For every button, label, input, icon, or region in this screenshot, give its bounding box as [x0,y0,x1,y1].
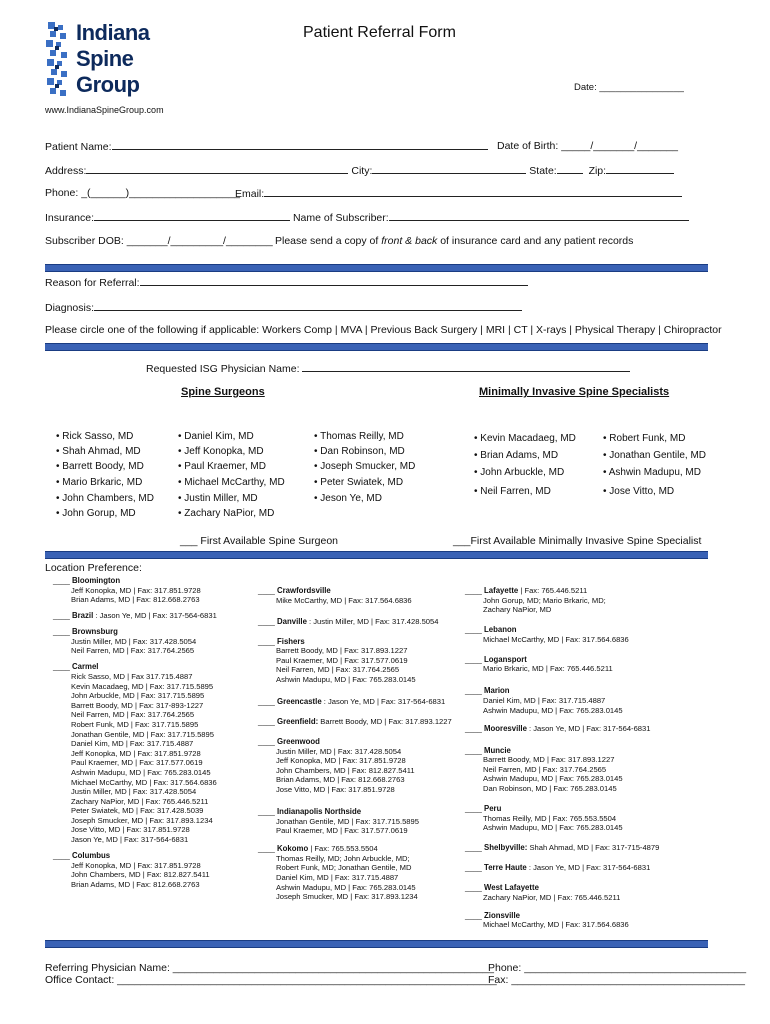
location-name: Zionsville [484,910,520,920]
physician-col1-item[interactable]: • John Chambers, MD [56,493,154,504]
insurance-field[interactable] [45,211,689,224]
location-carmel[interactable] [53,662,217,844]
location-physician-line: Brian Adams, MD | Fax: 812.668.2763 [276,775,405,785]
location-peru[interactable] [465,804,623,833]
date-field[interactable]: Date: ________________ [574,82,684,93]
location-physician-line: Neil Farren, MD | Fax: 317.764.2565 [276,665,400,675]
location-physician-line: Zachary NaPior, MD | Fax: 765.446.5211 [71,796,209,806]
location-physician-line: Jeff Konopka, MD | Fax: 317.851.9728 [71,860,201,870]
physician-col1-item[interactable]: • John Gorup, MD [56,508,136,519]
location-checkbox-line[interactable]: ____ [258,697,278,706]
location-physician-line: Jeff Konopka, MD | Fax: 317.851.9728 [276,756,406,766]
physician-col5-item[interactable]: • Jonathan Gentile, MD [603,450,706,461]
location-name: Logansport [484,654,527,664]
location-title [53,576,201,586]
physician-col2-item[interactable]: • Jeff Konopka, MD [178,446,264,457]
patient-name-field[interactable] [45,140,488,153]
location-physician-line: Zachary NaPior, MD [483,605,552,615]
location-physician-line: Neil Farren, MD | Fax: 317.764.2565 [71,710,195,720]
location-physician-line: Jonathan Gentile, MD | Fax: 317.715.5895 [71,729,214,739]
physician-col1-item[interactable]: • Rick Sasso, MD [56,431,134,442]
diagnosis-field[interactable] [45,301,522,314]
location-physician-line: Paul Kraemer, MD | Fax: 317.577.0619 [276,826,408,836]
physician-col4-item[interactable]: • Neil Farren, MD [474,486,551,497]
location-physician-line: Justin Miller, MD | Fax: 317.428.5054 [276,746,402,756]
physician-col2-item[interactable]: • Paul Kraemer, MD [178,461,266,472]
physician-col4-item[interactable]: • Kevin Macadaeg, MD [474,433,576,444]
location-lafayette[interactable] [465,586,606,615]
location-physician-line: Jeff Konopka, MD | Fax: 317.851.9728 [71,585,201,595]
location-name: Shelbyville: [484,843,528,853]
location-physician-line: Brian Adams, MD | Fax: 812.668.2763 [71,879,200,889]
location-checkbox-line[interactable]: ____ [53,851,73,861]
location-inline-info: Shah Ahmad, MD | Fax: 317-715-4879 [527,843,660,853]
physician-col5-item[interactable]: • Jose Vitto, MD [603,486,675,497]
physician-col2-item[interactable]: • Michael McCarthy, MD [178,477,285,488]
location-title [465,863,650,873]
location-inline-info: | Fax: 765.553.5504 [308,844,378,854]
page-title: Patient Referral Form [303,24,456,41]
location-title [465,911,629,921]
location-physician-line: Jose Vitto, MD | Fax: 317.851.9728 [71,825,190,835]
location-inline-info: | Fax: 765.446.5211 [518,586,588,595]
location-title [53,851,210,861]
location-physician-line: John Gorup, MD; Mario Brkaric, MD; [483,595,606,605]
location-zionsville[interactable] [465,911,629,930]
subscriber-label: Name of Subscriber: [292,212,389,224]
location-mooresville[interactable] [465,724,650,734]
location-lebanon[interactable] [465,625,629,644]
location-checkbox-line[interactable]: ____ [465,863,485,873]
location-title [465,843,659,853]
location-physician-line: Mike McCarthy, MD | Fax: 317.564.6836 [276,595,412,605]
physician-col5-item[interactable]: • Robert Funk, MD [603,433,686,444]
logo-line-1: Indiana [76,20,150,45]
location-title [465,724,650,734]
location-physician-line: Zachary NaPior, MD | Fax: 765.446.5211 [483,892,621,902]
location-physician-line: Ashwin Madupu, MD | Fax: 765.283.0145 [71,767,211,777]
location-checkbox-line[interactable]: ____ [465,723,485,733]
location-physician-line: Brian Adams, MD | Fax: 812.668.2763 [71,595,200,605]
location-name: Muncie [484,745,511,755]
location-checkbox-line[interactable]: ____ [258,717,278,726]
location-physician-line: Rick Sasso, MD | Fax 317.715.4887 [71,671,193,681]
location-checkbox-line[interactable]: ____ [258,737,278,746]
location-physician-line: John Chambers, MD | Fax: 812.827.5411 [71,870,210,880]
location-title [465,686,623,696]
insurance-note [275,235,633,247]
location-checkbox-line[interactable]: ____ [53,611,73,621]
location-inline-info: : Justin Miller, MD | Fax: 317.428.5054 [306,616,439,626]
mis-heading: Minimally Invasive Spine Specialists [479,386,670,398]
location-title [53,611,217,621]
logo-line-3: Group [76,72,140,97]
location-checkbox-line[interactable]: ____ [465,843,485,853]
location-name: Peru [484,804,502,813]
physician-col3-item[interactable]: • Peter Swiatek, MD [314,477,404,488]
location-physician-line: Ashwin Madupu, MD | Fax: 765.283.0145 [483,705,623,715]
note-italic: front & back [381,235,438,247]
location-physician-line: Daniel Kim, MD | Fax: 317.715.4887 [276,872,399,882]
location-checkbox-line[interactable]: ____ [258,586,278,595]
location-name: Fishers [277,636,305,646]
location-columbus[interactable] [53,851,210,889]
location-brownsburg[interactable] [53,627,196,656]
email-label: Email: [235,188,265,200]
address-label: Address: [45,165,87,177]
location-physician-line: Neil Farren, MD | Fax: 317.764.2565 [71,646,195,656]
location-name: Brazil [72,611,94,621]
location-physician-line: Jose Vitto, MD | Fax: 317.851.9728 [276,784,395,794]
location-physician-line: Peter Swiatek, MD | Fax: 317.428.5039 [71,806,204,816]
physician-col2-item[interactable]: • Justin Miller, MD [178,493,258,504]
location-physician-line: Thomas Reilly, MD; John Arbuckle, MD; [276,853,410,863]
location-name: Lafayette [484,586,519,595]
email-field[interactable] [235,187,682,200]
divider-bar-4 [45,940,708,948]
patient-name-label: Patient Name: [45,141,112,153]
divider-bar-1 [45,264,708,272]
location-title [258,737,415,747]
location-name: Bloomington [72,576,121,585]
location-kokomo[interactable] [258,844,418,902]
physician-col2-item[interactable]: • Daniel Kim, MD [178,431,254,442]
location-physician-line: Dan Robinson, MD | Fax: 765.283.0145 [483,783,617,793]
divider-bar-2 [45,343,708,351]
location-checkbox-line[interactable]: ____ [465,745,485,755]
location-muncie[interactable] [465,746,623,794]
physician-col1-item[interactable]: • Barrett Boody, MD [56,461,144,472]
location-crawfordsville[interactable] [258,586,412,605]
location-fishers[interactable] [258,637,416,685]
location-inline-info: : Jason Ye, MD | Fax: 317-564-6831 [526,723,651,733]
location-title [53,662,217,672]
location-terre-haute[interactable] [465,863,650,873]
zip-label: Zip: [588,165,607,177]
location-physician-line: Ashwin Madupu, MD | Fax: 765.283.0145 [483,774,623,784]
location-title [465,804,623,814]
location-greenfield[interactable] [258,717,452,727]
location-physician-line: Jason Ye, MD | Fax: 317-564-6831 [71,835,189,845]
location-title [465,625,629,635]
location-name: Greencastle [277,697,322,706]
location-title [258,586,412,596]
location-name: Indianapolis Northside [277,807,362,816]
requested-physician-field[interactable] [146,362,630,375]
location-checkbox-line[interactable]: ____ [465,654,485,664]
location-name: Columbus [72,851,111,861]
location-name: Kokomo [277,844,309,854]
location-checkbox-line[interactable]: ____ [465,804,485,813]
address-field[interactable] [45,164,674,177]
diagnosis-label: Diagnosis: [45,302,95,314]
website-link[interactable]: www.IndianaSpineGroup.com [45,105,164,115]
state-label: State: [529,165,557,177]
location-title [465,883,620,893]
location-name: Lebanon [484,625,517,635]
insurance-label: Insurance: [45,212,95,224]
location-checkbox-line[interactable]: ____ [465,625,485,635]
physician-col1-item[interactable]: • Mario Brkaric, MD [56,477,143,488]
location-physician-line: Michael McCarthy, MD | Fax: 317.564.6836 [483,920,629,930]
location-name: Terre Haute [484,863,527,873]
location-physician-line: Daniel Kim, MD | Fax: 317.715.4887 [483,695,606,705]
physician-col3-item[interactable]: • Joseph Smucker, MD [314,461,416,472]
location-physician-line: Robert Funk, MD | Fax: 317.715.5895 [71,719,199,729]
requested-label: Requested ISG Physician Name: [146,363,300,375]
physician-col5-item[interactable]: • Ashwin Madupu, MD [603,467,701,478]
location-physician-line: Ashwin Madupu, MD | Fax: 765.283.0145 [276,882,416,892]
reason-field[interactable] [45,276,528,289]
location-name: Danville [277,616,307,626]
location-physician-line: John Arbuckle, MD | Fax: 317.715.5895 [71,691,205,701]
location-title [258,697,445,707]
location-inline-info: : Jason Ye, MD | Fax: 317-564-6831 [526,863,651,873]
location-physician-line: Daniel Kim, MD | Fax: 317.715.4887 [71,739,194,749]
location-physician-line: Paul Kraemer, MD | Fax: 317.577.0619 [276,655,408,665]
phone-field[interactable]: Phone: _(______)___________________ [45,187,241,199]
location-greenwood[interactable] [258,737,415,795]
location-physician-line: Barrett Boody, MD | Fax: 317-893-1227 [71,700,204,710]
location-west-lafayette[interactable] [465,883,620,902]
office-contact-field[interactable]: Office Contact: _________________________________________________________________ [45,974,497,986]
location-physician-line: Justin Miller, MD | Fax: 317.428.5054 [71,636,197,646]
location-logansport[interactable] [465,655,613,674]
location-name: Marion [484,686,510,696]
first-available-mis[interactable]: ___First Available Minimally Invasive Spine Specialist [453,535,702,547]
physician-col4-item[interactable]: • John Arbuckle, MD [474,467,565,478]
location-preference-label: Location Preference: [45,562,142,574]
location-physician-line: Joseph Smucker, MD | Fax: 317.893.1234 [276,892,418,902]
physician-col3-item[interactable]: • Jeson Ye, MD [314,493,382,504]
first-available-surgeon[interactable]: ___ First Available Spine Surgeon [180,535,338,547]
location-name: Mooresville [484,723,527,733]
location-checkbox-line[interactable]: ____ [465,883,485,893]
location-physician-line: Paul Kraemer, MD | Fax: 317.577.0619 [71,758,203,768]
location-physician-line: Michael McCarthy, MD | Fax: 317.564.6836 [71,777,217,787]
referring-physician-field[interactable]: Referring Physician Name: _______________________________________________________ [45,962,494,974]
location-inline-info: : Jason Ye, MD | Fax: 317-564-6831 [321,697,446,706]
footer-phone-field[interactable]: Phone: ______________________________________ [488,962,747,974]
location-physician-line: Jeff Konopka, MD | Fax: 317.851.9728 [71,748,201,758]
location-physician-line: Barrett Boody, MD | Fax: 317.893.1227 [276,646,408,656]
location-greencastle[interactable] [258,697,445,707]
location-title [258,617,438,627]
spine-surgeons-heading: Spine Surgeons [181,386,265,398]
location-title [465,586,606,596]
location-name: Greenwood [277,737,320,746]
note-prefix: Please send a copy of [275,235,382,247]
location-title [258,637,416,647]
location-physician-line: Michael McCarthy, MD | Fax: 317.564.6836 [483,634,629,644]
location-name: Greenfield: [277,717,319,726]
location-checkbox-line[interactable]: ____ [258,807,278,816]
location-physician-line: Thomas Reilly, MD | Fax: 765.553.5504 [483,813,617,823]
location-name: Crawfordsville [277,586,331,595]
circle-options[interactable]: Please circle one of the following if applicable: Workers Comp | MVA | Previous Back Surgery | MRI | CT | X-rays | Physical Therapy | Chiropractor [45,324,722,336]
location-checkbox-line[interactable]: ____ [53,627,73,637]
location-physician-line: Mario Brkaric, MD | Fax: 765.446.5211 [483,664,613,674]
location-name: Carmel [72,662,99,672]
location-physician-line: Robert Funk, MD; Jonathan Gentile, MD [276,863,412,873]
location-physician-line: Barrett Boody, MD | Fax: 317.893.1227 [483,755,615,765]
location-physician-line: Justin Miller, MD | Fax: 317.428.5054 [71,787,197,797]
physician-col4-item[interactable]: • Brian Adams, MD [474,450,559,461]
location-name: West Lafayette [484,883,539,893]
logo-line-2: Spine [76,46,134,71]
location-marion[interactable] [465,686,623,715]
location-title [53,627,196,637]
location-physician-line: John Chambers, MD | Fax: 812.827.5411 [276,765,415,775]
location-inline-info: Barrett Boody, MD | Fax: 317.893.1227 [318,717,452,726]
subscriber-dob-field[interactable]: Subscriber DOB: _______/_________/________ [45,235,273,247]
footer-fax-field[interactable]: Fax: ________________________________________ [488,974,745,986]
location-title [258,844,418,854]
location-physician-line: Jonathan Gentile, MD | Fax: 317.715.5895 [276,816,419,826]
location-title [258,807,419,817]
location-title [465,655,613,665]
location-physician-line: Ashwin Madupu, MD | Fax: 765.283.0145 [276,674,416,684]
location-checkbox-line[interactable]: ____ [465,586,485,595]
location-inline-info: : Jason Ye, MD | Fax: 317-564-6831 [93,611,217,621]
physician-col3-item[interactable]: • Dan Robinson, MD [314,446,405,457]
location-brazil[interactable] [53,611,217,621]
location-checkbox-line[interactable]: ____ [465,686,485,696]
location-checkbox-line[interactable]: ____ [258,844,278,854]
logo-spine-icon [46,22,72,98]
location-checkbox-line[interactable]: ____ [465,910,485,920]
location-physician-line: Ashwin Madupu, MD | Fax: 765.283.0145 [483,823,623,833]
location-physician-line: Joseph Smucker, MD | Fax: 317.893.1234 [71,815,213,825]
location-indianapolis-northside[interactable] [258,807,419,836]
location-checkbox-line[interactable]: ____ [258,636,278,646]
location-checkbox-line[interactable]: ____ [53,662,73,672]
physician-col1-item[interactable]: • Shah Ahmad, MD [56,446,141,457]
location-name: Brownsburg [72,627,118,637]
location-shelbyville[interactable] [465,843,659,853]
location-danville[interactable] [258,617,438,627]
divider-bar-3 [45,551,708,559]
location-title [465,746,623,756]
location-physician-line: Kevin Macadaeg, MD | Fax: 317.715.5895 [71,681,214,691]
note-suffix: of insurance card and any patient records [437,235,634,247]
reason-label: Reason for Referral: [45,277,140,289]
physician-col2-item[interactable]: • Zachary NaPior, MD [178,508,275,519]
physician-col3-item[interactable]: • Thomas Reilly, MD [314,431,404,442]
location-physician-line: Neil Farren, MD | Fax: 317.764.2565 [483,764,607,774]
location-checkbox-line[interactable]: ____ [53,576,73,585]
city-label: City: [351,165,373,177]
location-title [258,717,452,727]
location-checkbox-line[interactable]: ____ [258,616,278,626]
dob-field[interactable]: Date of Birth: _____/_______/_______ [497,140,678,152]
location-bloomington[interactable] [53,576,201,605]
